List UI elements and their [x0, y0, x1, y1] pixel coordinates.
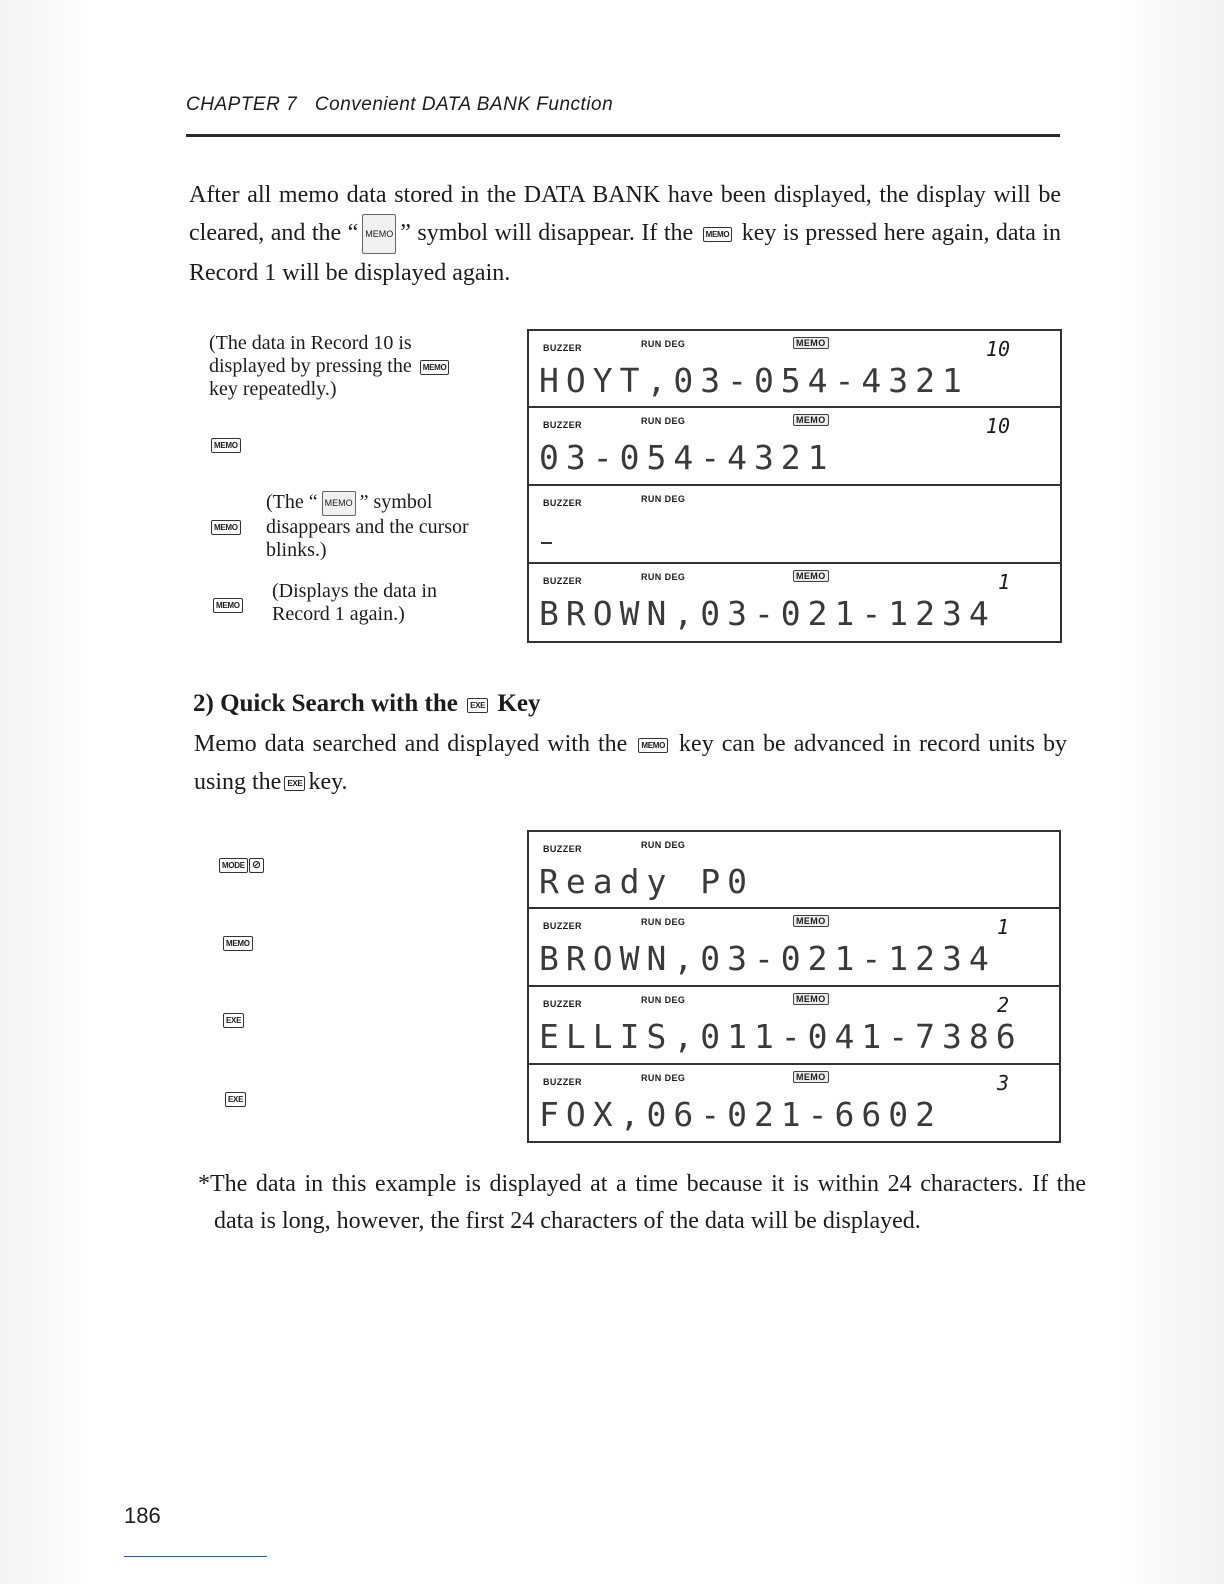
memo-symbol: MEMO: [322, 491, 356, 516]
note-text: (The “: [266, 491, 318, 514]
run-deg-indicator: RUN DEG: [641, 917, 686, 927]
buzzer-indicator: BUZZER: [543, 1077, 582, 1087]
exe-key-icon: EXE: [467, 698, 488, 713]
lcd-display: [527, 406, 1062, 486]
buzzer-indicator: BUZZER: [543, 498, 582, 508]
example1-note-3: [266, 491, 496, 562]
memo-key-icon: MEMO: [703, 227, 733, 242]
run-deg-indicator: RUN DEG: [641, 494, 686, 504]
heading-text: 2) Quick Search with the: [193, 690, 458, 717]
body-text: key.: [308, 769, 348, 795]
zero-key-icon: ⊘: [249, 858, 264, 873]
running-header: [186, 94, 1060, 116]
buzzer-indicator: BUZZER: [543, 576, 582, 586]
buzzer-indicator: BUZZER: [543, 999, 582, 1009]
record-number: 1: [997, 570, 1010, 594]
lcd-display: [527, 985, 1061, 1065]
memo-key-icon: MEMO: [213, 598, 243, 613]
note-text: ” symbol disappears and the cursor blinks.): [266, 491, 469, 561]
footer-line: [124, 1556, 267, 1557]
exe-key-icon: EXE: [225, 1092, 246, 1107]
buzzer-indicator: BUZZER: [543, 921, 582, 931]
run-deg-indicator: RUN DEG: [641, 572, 686, 582]
lcd-text: BROWN,03-021-1234: [539, 594, 996, 633]
memo-indicator: MEMO: [793, 337, 829, 349]
memo-key-icon: MEMO: [638, 738, 668, 753]
chapter-title: Convenient DATA BANK Function: [314, 94, 614, 115]
step-key: [208, 518, 244, 536]
step-key: [210, 596, 246, 614]
section2-paragraph: [194, 725, 1067, 801]
record-number: 1: [996, 915, 1009, 939]
record-number: 2: [996, 993, 1009, 1017]
lcd-text: BROWN,03-021-1234: [539, 939, 996, 978]
memo-indicator: MEMO: [793, 915, 829, 927]
memo-indicator: MEMO: [793, 414, 829, 426]
memo-indicator: MEMO: [793, 1071, 829, 1083]
run-deg-indicator: RUN DEG: [641, 339, 686, 349]
lcd-text: 03-054-4321: [539, 438, 835, 477]
intro-text-1: After all memo data stored in the DATA BANK have been displayed, the display will be cleared, and the “: [189, 182, 1061, 246]
lcd-display: [527, 562, 1062, 643]
buzzer-indicator: BUZZER: [543, 844, 582, 854]
memo-key-icon: MEMO: [211, 520, 241, 535]
memo-key-icon: MEMO: [211, 438, 241, 453]
page-edge-shadow-left: [0, 0, 92, 1584]
lcd-text: FOX,06-021-6602: [539, 1095, 943, 1134]
exe-key-icon: EXE: [284, 776, 305, 791]
memo-key-icon: MEMO: [223, 936, 253, 951]
example1-note-1: [209, 332, 469, 401]
lcd-text: ELLIS,011-041-7386: [539, 1017, 1023, 1056]
step-key: [220, 934, 256, 952]
step-key: [208, 436, 244, 454]
example1-note-4: (Displays the data in Record 1 again.): [272, 580, 437, 625]
run-deg-indicator: RUN DEG: [641, 840, 686, 850]
buzzer-indicator: BUZZER: [543, 420, 582, 430]
footnote: *The data in this example is displayed at a time because it is within 24 characters. If the data is long, however, the first 24 characters of the data will be displayed.: [198, 1171, 1086, 1234]
lcd-display: [527, 329, 1062, 408]
step-key: [220, 1011, 247, 1029]
section-heading: [193, 690, 540, 718]
memo-symbol: MEMO: [362, 214, 396, 254]
memo-indicator: MEMO: [793, 570, 829, 582]
record-number: 10: [985, 337, 1010, 361]
body-text: key can be advanced in record units by using the: [194, 731, 1068, 795]
lcd-display: [527, 907, 1061, 987]
step-keys: [216, 856, 267, 874]
note-text: key repeatedly.): [209, 378, 337, 400]
memo-key-icon: MEMO: [420, 360, 450, 375]
intro-text-3: key is pressed here again, data in Record 1 will be displayed again.: [189, 220, 1061, 287]
run-deg-indicator: RUN DEG: [641, 995, 686, 1005]
page-edge-shadow-right: [1122, 0, 1224, 1584]
mode-key-icon: MODE: [219, 858, 248, 873]
run-deg-indicator: RUN DEG: [641, 1073, 686, 1083]
buzzer-indicator: BUZZER: [543, 343, 582, 353]
intro-paragraph: [189, 176, 1061, 292]
lcd-display: [527, 484, 1062, 564]
memo-indicator: MEMO: [793, 993, 829, 1005]
lcd-display: [527, 1063, 1061, 1143]
exe-key-icon: EXE: [223, 1013, 244, 1028]
body-text: Memo data searched and displayed with the: [194, 731, 628, 757]
chapter-label: CHAPTER 7: [186, 94, 298, 115]
header-rule: [186, 134, 1060, 137]
lcd-text: Ready P0: [539, 862, 754, 901]
lcd-text: HOYT,03-054-4321: [539, 361, 969, 400]
record-number: 10: [985, 414, 1010, 438]
heading-text: Key: [497, 690, 541, 717]
run-deg-indicator: RUN DEG: [641, 416, 686, 426]
intro-text-2: ” symbol will disappear. If the: [400, 220, 694, 246]
lcd-display: [527, 830, 1061, 909]
record-number: 3: [996, 1071, 1009, 1095]
blinking-cursor: [541, 542, 552, 544]
step-key: [222, 1090, 249, 1108]
page-number: 186: [124, 1503, 161, 1528]
note-text: (The data in Record 10 is displayed by pressing the: [209, 332, 412, 377]
